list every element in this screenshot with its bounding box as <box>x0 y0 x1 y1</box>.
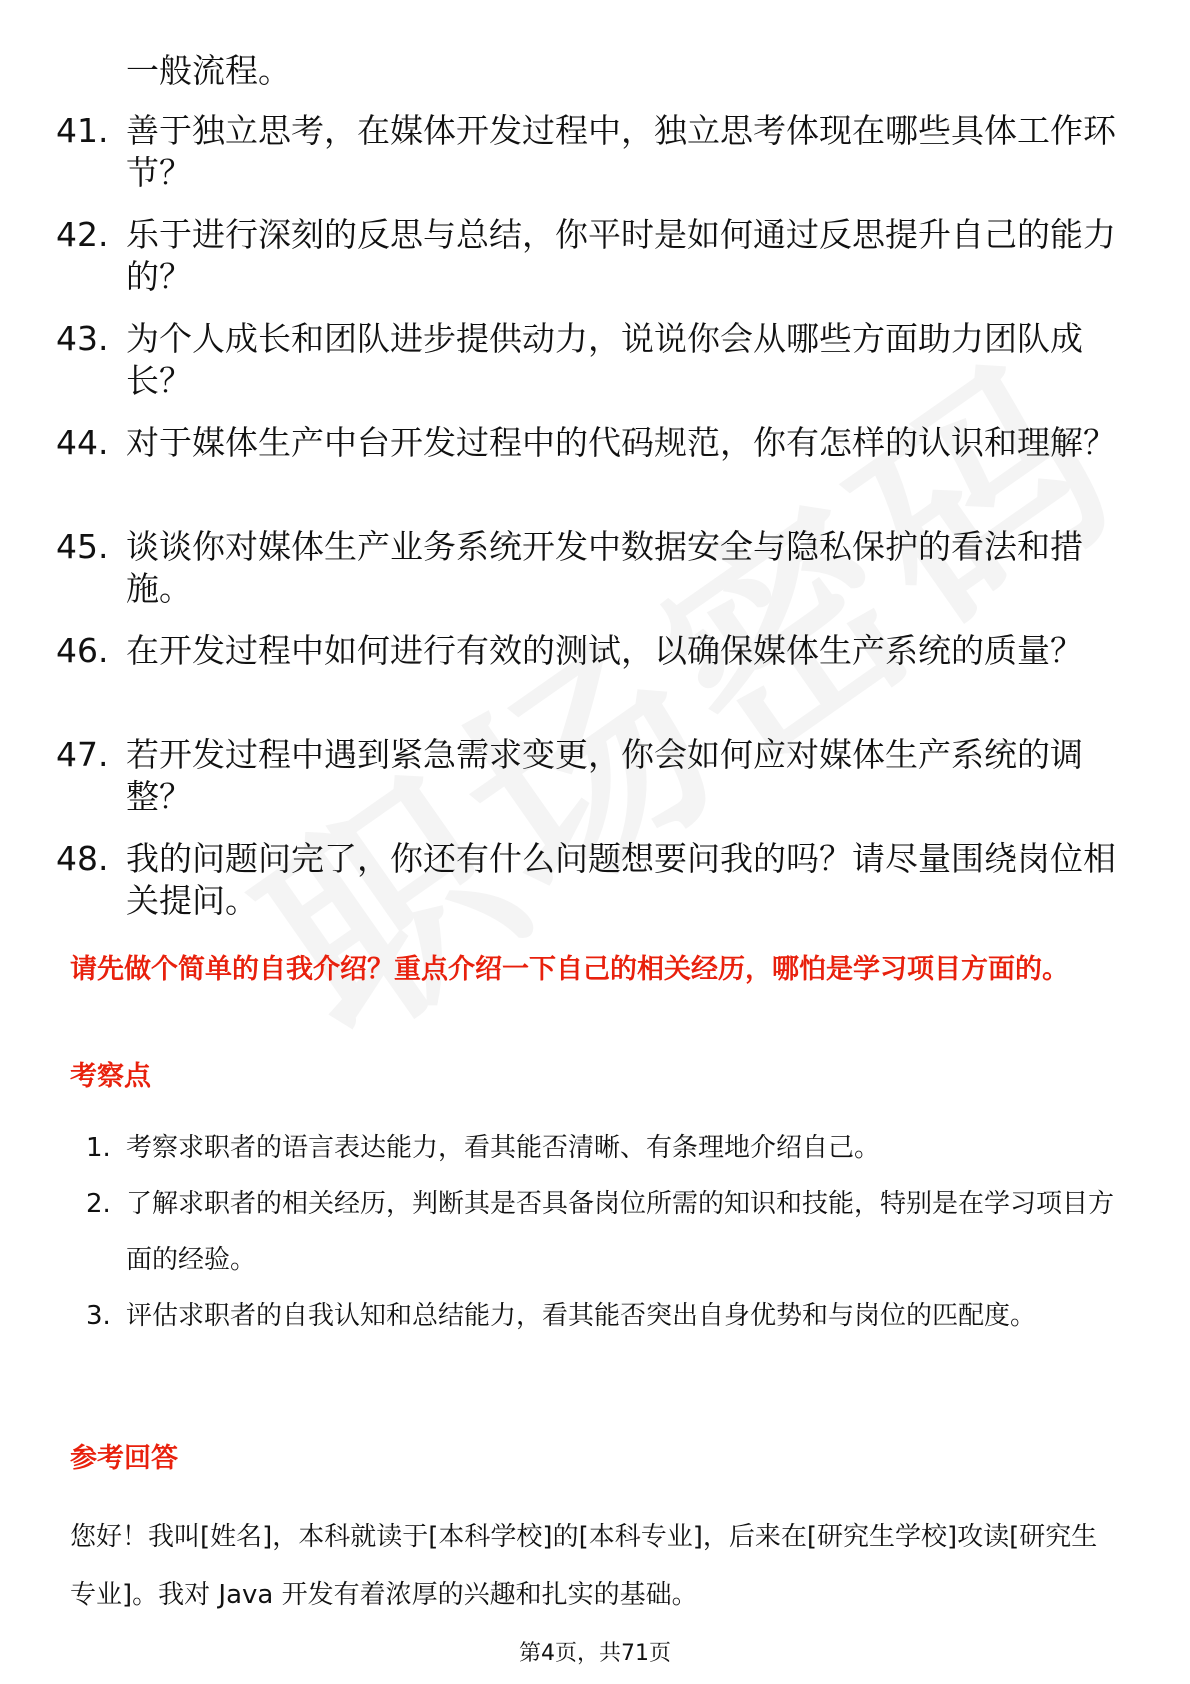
question-text: 对于媒体生产中台开发过程中的代码规范，你有怎样的认识和理解？ <box>126 423 1116 462</box>
reference-answer-text: 您好！我叫[姓名]，本科就读于[本科学校]的[本科专业]，后来在[研究生学校]攻读[研究生专业]。我对 Java 开发有着浓厚的兴趣和扎实的基础。 <box>70 1522 1098 1610</box>
assessment-text: 了解求职者的相关经历，判断其是否具备岗位所需的知识和技能，特别是在学习项目方面的经验。 <box>126 1189 1115 1275</box>
question-text: 若开发过程中遇到紧急需求变更，你会如何应对媒体生产系统的调整？ <box>126 735 1083 816</box>
question-text: 为个人成长和团队进步提供动力，说说你会从哪些方面助力团队成长？ <box>126 319 1083 400</box>
question-number: 42. <box>56 215 109 254</box>
assessment-text: 考察求职者的语言表达能力，看其能否清晰、有条理地介绍自己。 <box>126 1133 881 1163</box>
question-text: 谈谈你对媒体生产业务系统开发中数据安全与隐私保护的看法和措施。 <box>126 527 1083 608</box>
question-item <box>56 214 1116 298</box>
assessment-number: 1. <box>86 1133 111 1163</box>
question-item <box>56 318 1116 402</box>
question-number: 46. <box>56 631 109 670</box>
question-item <box>56 630 1116 714</box>
assessment-item <box>86 1288 1116 1344</box>
assessment-list <box>86 1120 1116 1344</box>
question-number: 44. <box>56 423 109 462</box>
question-item <box>56 110 1116 194</box>
continued-text: 一般流程。 <box>126 51 291 90</box>
assessment-item <box>86 1176 1116 1288</box>
assessment-number: 3. <box>86 1301 111 1331</box>
question-list <box>56 110 1116 942</box>
assessment-number: 2. <box>86 1189 111 1219</box>
question-item <box>56 422 1116 506</box>
page-number: 第4页，共71页 <box>519 1641 671 1666</box>
reference-answer-title: 参考回答 <box>70 1443 178 1474</box>
question-number: 41. <box>56 111 109 150</box>
question-number: 48. <box>56 839 109 878</box>
question-text: 乐于进行深刻的反思与总结，你平时是如何通过反思提升自己的能力的？ <box>126 215 1116 296</box>
interview-question-heading: 请先做个简单的自我介绍？重点介绍一下自己的相关经历，哪怕是学习项目方面的。 <box>70 954 1069 985</box>
assessment-text: 评估求职者的自我认知和总结能力，看其能否突出自身优势和与岗位的匹配度。 <box>126 1301 1037 1331</box>
question-number: 43. <box>56 319 109 358</box>
assessment-title: 考察点 <box>70 1061 151 1092</box>
question-text: 在开发过程中如何进行有效的测试，以确保媒体生产系统的质量？ <box>126 631 1083 670</box>
question-item <box>56 838 1116 922</box>
assessment-item <box>86 1120 1116 1176</box>
question-text: 善于独立思考，在媒体开发过程中，独立思考体现在哪些具体工作环节？ <box>126 111 1116 192</box>
question-text: 我的问题问完了，你还有什么问题想要问我的吗？请尽量围绕岗位相关提问。 <box>126 839 1116 920</box>
question-item <box>56 526 1116 610</box>
question-number: 45. <box>56 527 109 566</box>
question-number: 47. <box>56 735 109 774</box>
question-item <box>56 734 1116 818</box>
